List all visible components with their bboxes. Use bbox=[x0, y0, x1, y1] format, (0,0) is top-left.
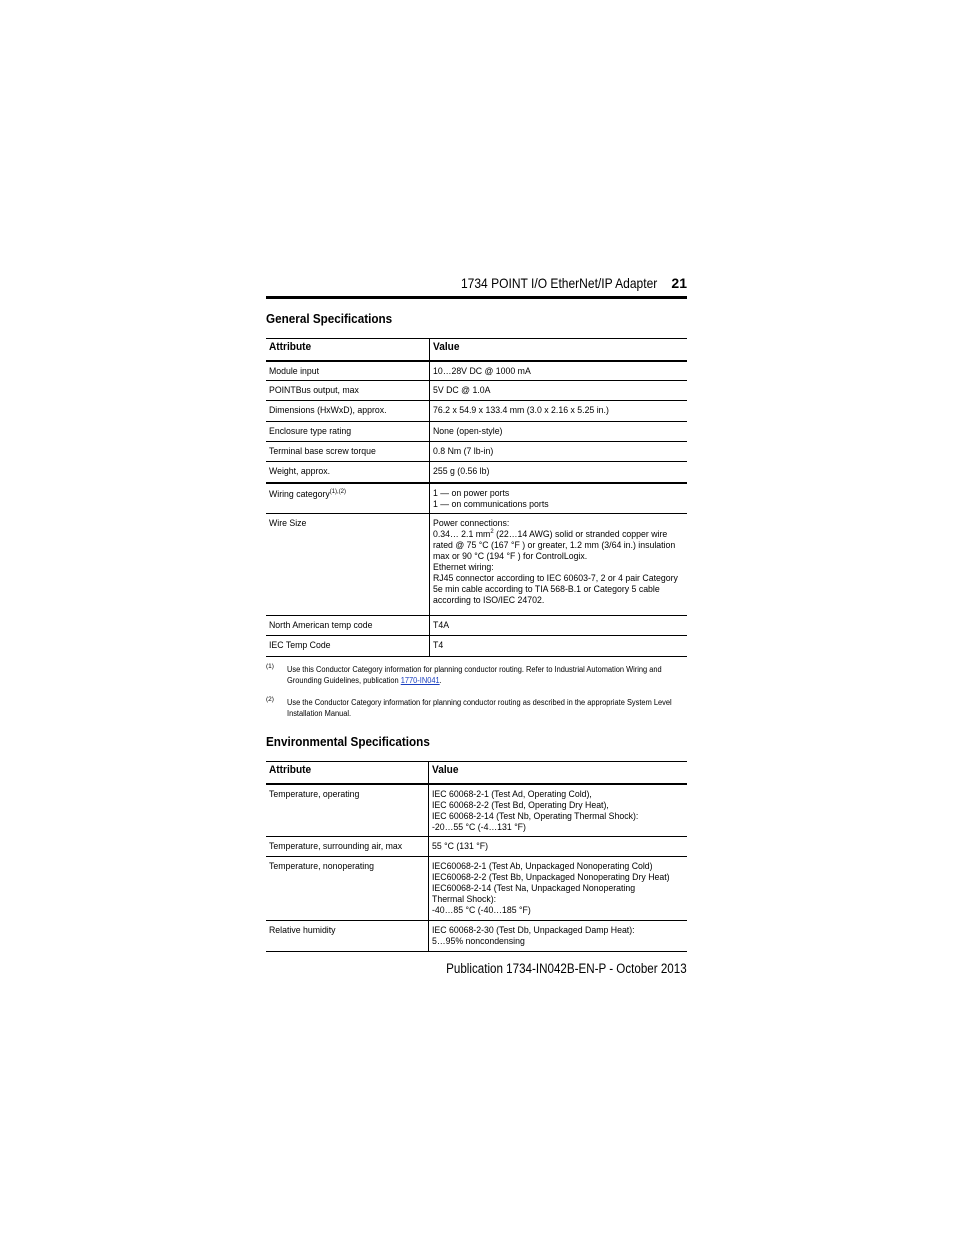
attribute-cell: Module input bbox=[266, 361, 429, 381]
footnote-mark: (2) bbox=[266, 696, 274, 703]
general-specifications-title: General Specifications bbox=[266, 311, 393, 326]
value-cell: 1 — on power ports 1 — on communications ports bbox=[429, 483, 687, 514]
table-row bbox=[266, 921, 687, 952]
footnote-2: (2) Use the Conductor Category information for planning conductor routing as described in the appropriate System Level Installation Manual. bbox=[266, 696, 672, 718]
attribute-cell: Temperature, operating bbox=[266, 784, 428, 837]
value-cell: IEC60068-2-1 (Test Ab, Unpackaged Nonoperating Cold) IEC60068-2-2 (Test Bb, Unpackaged Nonoperating Dry Heat) IEC60068-2-14 (Test Na, Unpackaged Nonoperating Thermal Shock): -40…85 °C (-40…185 °F) bbox=[428, 857, 687, 921]
attribute-cell: Wire Size bbox=[266, 514, 429, 616]
attribute-cell: Dimensions (HxWxD), approx. bbox=[266, 401, 429, 422]
page-number: 21 bbox=[671, 275, 687, 291]
value-cell: 5V DC @ 1.0A bbox=[429, 381, 687, 401]
table-row bbox=[266, 857, 687, 921]
table-row bbox=[266, 422, 687, 442]
footnote-1: (1) Use this Conductor Category information for planning conductor routing. Refer to Industrial Automation Wiring and Grounding Guidelines, publication 1770-IN041. bbox=[266, 663, 662, 685]
page-header bbox=[266, 272, 687, 294]
value-cell: 0.8 Nm (7 lb-in) bbox=[429, 442, 687, 462]
value-cell: IEC 60068-2-30 (Test Db, Unpackaged Damp Heat): 5…95% noncondensing bbox=[428, 921, 687, 952]
col-value: Value bbox=[428, 762, 687, 784]
value-cell: T4A bbox=[429, 616, 687, 636]
table-row bbox=[266, 483, 687, 514]
table-row bbox=[266, 381, 687, 401]
attribute-cell: POINTBus output, max bbox=[266, 381, 429, 401]
table-row bbox=[266, 361, 687, 381]
attribute-cell: Weight, approx. bbox=[266, 462, 429, 483]
attribute-cell: Terminal base screw torque bbox=[266, 442, 429, 462]
document-title: 1734 POINT I/O EtherNet/IP Adapter bbox=[461, 275, 658, 291]
table-row bbox=[266, 442, 687, 462]
value-cell: T4 bbox=[429, 636, 687, 657]
table-row bbox=[266, 462, 687, 483]
value-cell: 55 °C (131 °F) bbox=[428, 837, 687, 857]
header-rule bbox=[266, 296, 687, 299]
table-row bbox=[266, 837, 687, 857]
attribute-cell: Relative humidity bbox=[266, 921, 428, 952]
col-value: Value bbox=[429, 339, 687, 361]
value-cell: 255 g (0.56 lb) bbox=[429, 462, 687, 483]
table-row bbox=[266, 784, 687, 837]
page-footer bbox=[266, 961, 687, 979]
col-attribute: Attribute bbox=[266, 762, 428, 784]
publication-link[interactable]: 1770-IN041 bbox=[400, 675, 440, 685]
table-row bbox=[266, 636, 687, 657]
value-cell: 10…28V DC @ 1000 mA bbox=[429, 361, 687, 381]
attribute-cell: Temperature, surrounding air, max bbox=[266, 837, 428, 857]
value-cell: 76.2 x 54.9 x 133.4 mm (3.0 x 2.16 x 5.25 in.) bbox=[429, 401, 687, 422]
attribute-cell: Temperature, nonoperating bbox=[266, 857, 428, 921]
col-attribute: Attribute bbox=[266, 339, 429, 361]
attribute-cell: Wiring category$^{(1),(2)}$ bbox=[266, 483, 429, 514]
attribute-cell: North American temp code bbox=[266, 616, 429, 636]
value-cell: Power connections: 0.34… 2.1 $mm^2$ (22…14 AWG) solid or stranded copper wire rated @ 75 °C (167 °F ) or greater, 1.2 mm (3/64 in.) insulation max or 90 °C (194 °F ) for ControlLogix. Ethernet wiring: RJ45 connector according to IEC 60603-7, 2 or 4 pair Category 5e min cable according to TIA 568-B.1 or Category 5 cable according to ISO/IEC 24702. bbox=[429, 514, 687, 616]
table-row bbox=[266, 514, 687, 616]
value-cell: None (open-style) bbox=[429, 422, 687, 442]
table-row bbox=[266, 616, 687, 636]
table-row bbox=[266, 401, 687, 422]
general-specifications-table bbox=[266, 338, 687, 657]
attribute-cell: IEC Temp Code bbox=[266, 636, 429, 657]
footnote-reference: (1),(2) bbox=[329, 487, 347, 495]
publication-info: Publication 1734-IN042B-EN-P - October 2013 bbox=[446, 961, 687, 976]
environmental-specifications-table bbox=[266, 761, 687, 952]
environmental-specifications-title: Environmental Specifications bbox=[266, 734, 430, 749]
attribute-cell: Enclosure type rating bbox=[266, 422, 429, 442]
value-cell: IEC 60068-2-1 (Test Ad, Operating Cold), IEC 60068-2-2 (Test Bd, Operating Dry Heat), IEC 60068-2-14 (Test Nb, Operating Thermal Shock): -20…55 °C (-4…131 °F) bbox=[428, 784, 687, 837]
footnote-mark: (1) bbox=[266, 663, 274, 670]
